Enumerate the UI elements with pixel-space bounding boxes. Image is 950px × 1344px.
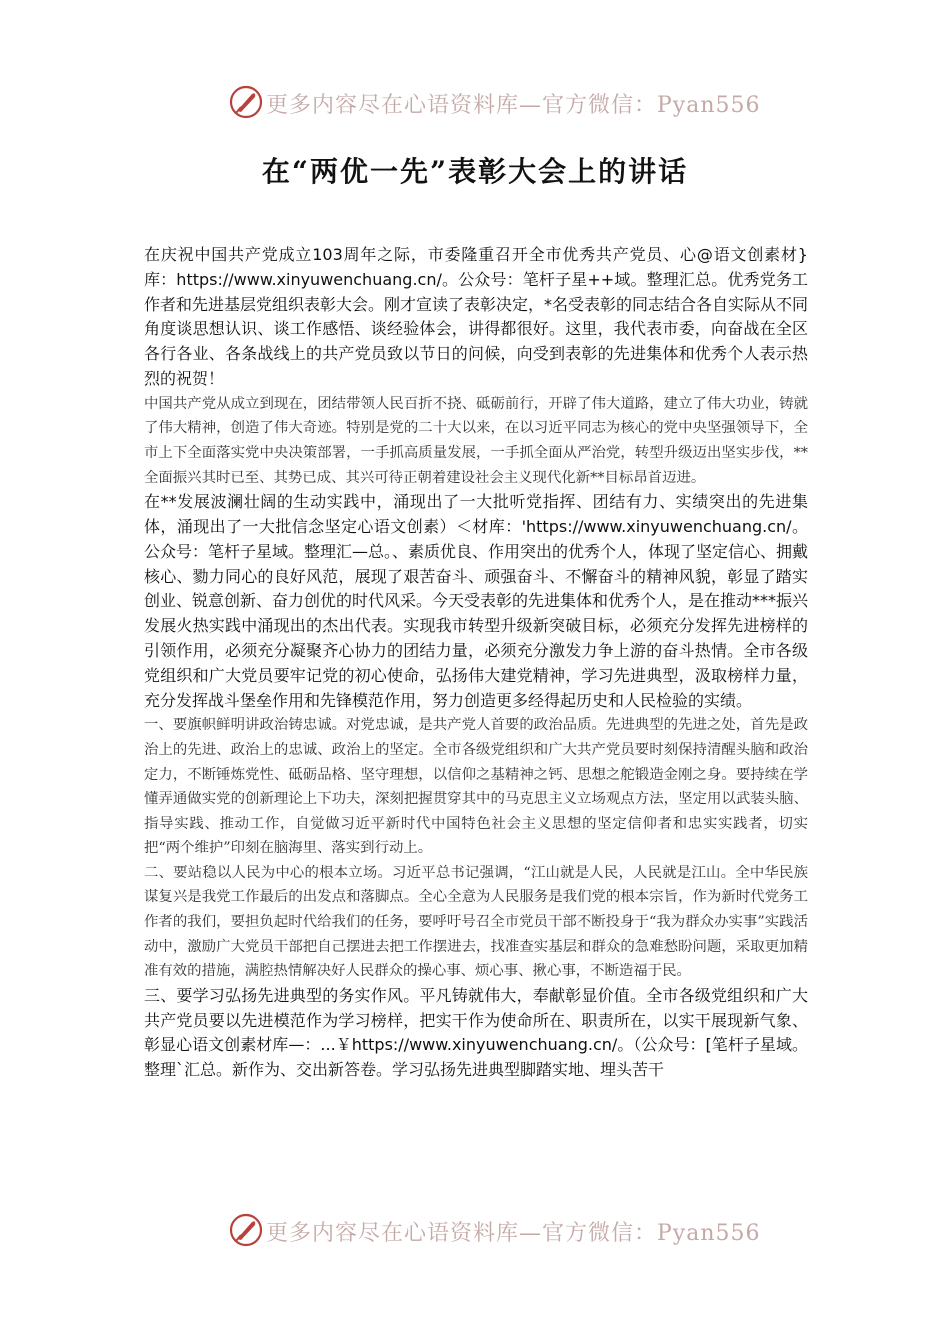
paragraph-point-three: 三、要学习弘扬先进典型的务实作风。平凡铸就伟大，奉献彰显价值。全市各级党组织和广大共产党员要以先进模范作为学习榜样，把实干作为使命所在、职责所在，以实干展现新气象、彰显心语文创素材库—：...￥https://www.xinyuwenchuang.cn/。（公众号：[笔杆子星域。整理`汇总。新作为、交出新答卷。学习弘扬先进典型脚踏实地、埋头苦干 [144,985,808,1080]
quill-logo-icon [228,84,264,120]
document-body [144,243,808,1083]
paragraph-point-two: 二、要站稳以人民为中心的根本立场。习近平总书记强调，“江山就是人民，人民就是江山。全中华民族谋复兴是我党工作最后的出发点和落脚点。全心全意为人民服务是我们党的根本宗旨，作为新时代党务工作者的我们，要担负起时代给我们的任务，要呼吁号召全市党员干部不断投身于“我为群众办实事”实践活动中，激励广大党员干部把自己摆进去把工作摆进去，找准查实基层和群众的急难愁盼问题，采取更加精准有效的措施，满腔热情解决好人民群众的操心事、烦心事、揪心事，不断造福于民。 [144,864,808,980]
paragraph-point-one: 一、要旗帜鲜明讲政治铸忠诚。对党忠诚，是共产党人首要的政治品质。先进典型的先进之处，首先是政治上的先进、政治上的忠诚、政治上的坚定。全市各级党组织和广大共产党员要时刻保持清醒头脑和政治定力，不断锤炼党性、砥砺品格、坚守理想，以信仰之基精神之钙、思想之舵锻造金刚之身。要持续在学懂弄通做实党的创新理论上下功夫，深刻把握贯穿其中的马克思主义立场观点方法，坚定用以武装头脑、指导实践、推动工作，自觉做习近平新时代中国特色社会主义思想的坚定信仰者和忠实实践者，切实把“两个维护”印刻在脑海里、落实到行动上。 [144,717,808,857]
document-title: 在“两优一先”表彰大会上的讲话 [261,155,689,188]
watermark-text: 更多内容尽在心语资料库—官方微信：Pyan556 [266,1221,761,1246]
header-watermark-banner [0,80,950,124]
paragraph-achievements: 在**发展波澜壮阔的生动实践中，涌现出了一大批听党指挥、团结有力、实绩突出的先进集体，涌现出了一大批信念坚定心语文创素）＜材库：'https://www.xinyuwenchuang.cn/。公众号：笔杆子星域。整理汇—总。、素质优良、作用突出的优秀个人，体现了坚定信心、拥戴核心、勠力同心的良好风范，展现了艰苦奋斗、顽强奋斗、不懈奋斗的精神风貌，彰显了踏实创业、锐意创新、奋力创优的时代风采。今天受表彰的先进集体和优秀个人，是在推动***振兴发展火热实践中涌现出的杰出代表。实现我市转型升级新突破目标，必须充分发挥先进榜样的引领作用，必须充分凝聚齐心协力的团结力量，必须充分激发力争上游的奋斗热情。全市各级党组织和广大党员要牢记党的初心使命，弘扬伟大建党精神，学习先进典型，汲取榜样力量，充分发挥战斗堡垒作用和先锋模范作用，努力创造更多经得起历史和人民检验的实绩。 [144,492,809,710]
paragraph-history: 中国共产党从成立到现在，团结带领人民百折不挠、砥砺前行，开辟了伟大道路，建立了伟大功业，铸就了伟大精神，创造了伟大奇迹。特别是党的二十大以来，在以习近平同志为核心的党中央坚强领导下，全市上下全面落实党中央决策部署，一手抓高质量发展，一手抓全面从严治党，转型升级迈出坚实步伐，**全面振兴其时已至、其势已成、其兴可待正朝着建设社会主义现代化新**目标昂首迈进。 [144,395,808,486]
quill-logo-icon [228,1212,264,1248]
paragraph-intro: 在庆祝中国共产党成立103周年之际，市委隆重召开全市优秀共产党员、心@语文创素材}库：https://www.xinyuwenchuang.cn/。公众号：笔杆子星++域。整理汇总。优秀党务工作者和先进基层党组织表彰大会。刚才宣读了表彰决定，*名受表彰的同志结合各自实际从不同角度谈思想认识、谈工作感悟、谈经验体会，讲得都很好。这里，我代表市委，向奋战在全区各行各业、各条战线上的共产党员致以节日的问候，向受到表彰的先进集体和优秀个人表示热烈的祝贺！ [144,245,809,388]
watermark-text: 更多内容尽在心语资料库—官方微信：Pyan556 [266,93,761,118]
footer-watermark-banner [0,1208,950,1252]
